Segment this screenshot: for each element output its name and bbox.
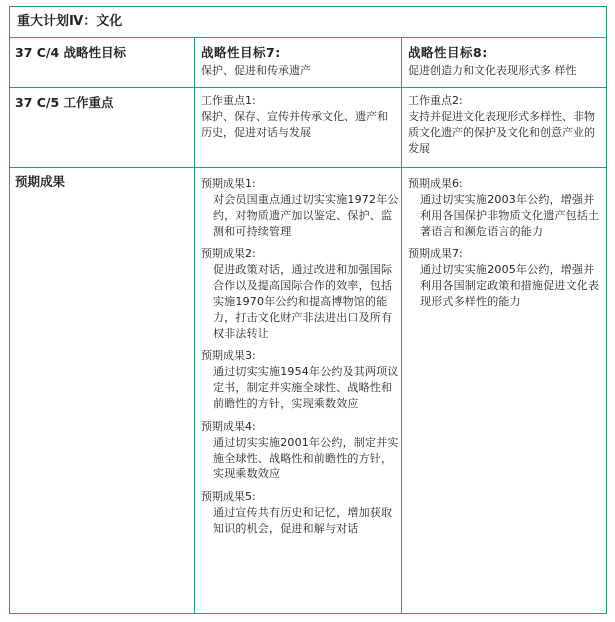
- priorities-label-cell: [10, 88, 194, 167]
- outcome-6-text: 通过切实实施2003年公约，增强并利用各国保护非物质文化遗产包括土著语言和濒危语言的能力: [420, 193, 600, 238]
- priorities-row: [10, 88, 606, 167]
- outcome-1: [195, 176, 401, 239]
- objective-8-text: 促进创造力和文化表现形式多 样性: [408, 64, 577, 77]
- outcome-3: [195, 348, 401, 411]
- outcome-4-text: 通过切实实施2001年公约，制定并实施全球性、战略性和前瞻性的方针，实现乘数效应: [213, 435, 399, 481]
- outcome-5: [195, 489, 401, 537]
- priority-2-text: 支持并促进文化表现形式多样性、非物质文化遗产的保护及文化和创意产业的发展: [408, 110, 595, 156]
- objective-8-cell: [402, 38, 607, 87]
- outcome-4-heading: 预期成果4:: [201, 419, 256, 433]
- outcome-3-text: 通过切实实施1954年公约及其两项议定书，制定并实施全球性、战略性和前瞻性的方针，实现乘数效应: [213, 365, 399, 410]
- outcomes-label-cell: [10, 168, 194, 613]
- outcome-7: [402, 246, 607, 309]
- culture-programme-table: [9, 6, 607, 614]
- table-title: 重大计划Ⅳ：文化: [17, 14, 123, 29]
- column-divider: [401, 38, 402, 613]
- outcome-5-text: 通过宣传共有历史和记忆，增加获取知识的机会，促进和解与对话: [213, 506, 393, 535]
- outcomes-row: [10, 168, 606, 613]
- outcomes-label: 预期成果: [15, 174, 66, 189]
- objective-8-heading: 战略性目标8:: [408, 45, 488, 60]
- outcome-5-heading: 预期成果5:: [201, 490, 256, 504]
- priority-1-cell: [195, 88, 401, 167]
- outcome-1-text: 对会员国重点通过切实实施1972年公约，对物质遗产加以鉴定、保护、监测和可持续管理: [213, 193, 399, 238]
- header-row: [10, 7, 606, 37]
- outcomes-col-right: [402, 168, 607, 613]
- objectives-label: 37 C/4 战略性目标: [15, 45, 127, 60]
- priority-1-heading: 工作重点1:: [201, 94, 256, 107]
- outcome-1-heading: 预期成果1:: [201, 177, 256, 190]
- outcome-2: [195, 246, 401, 341]
- objectives-row: [10, 38, 606, 87]
- objective-7-cell: [195, 38, 401, 87]
- outcome-2-heading: 预期成果2:: [201, 247, 256, 261]
- priority-1-text: 保护、保存、宣传并传承文化、遗产和历史，促进对话与发展: [201, 110, 388, 140]
- outcome-7-heading: 预期成果7:: [408, 247, 463, 261]
- outcome-2-text: 促进政策对话，通过改进和加强国际合作以及提高国际合作的效率，包括实施1970年公约和提高博物馆的能力，打击文化财产非法进出口及所有权非法转让: [213, 263, 393, 340]
- outcome-3-heading: 预期成果3:: [201, 349, 256, 363]
- outcome-6-heading: 预期成果6:: [408, 177, 463, 190]
- objectives-label-cell: [10, 38, 194, 87]
- column-divider: [194, 38, 195, 613]
- priority-2-heading: 工作重点2:: [408, 94, 463, 107]
- outcomes-col-left: [195, 168, 401, 613]
- priorities-label: 37 C/5 工作重点: [15, 95, 114, 110]
- objective-7-text: 保护、促进和传承遗产: [201, 64, 311, 77]
- outcome-6: [402, 176, 607, 239]
- priority-2-cell: [402, 88, 607, 167]
- objective-7-heading: 战略性目标7:: [201, 45, 281, 60]
- outcome-7-text: 通过切实实施2005年公约，增强并利用各国制定政策和措施促进文化表现形式多样性的能力: [420, 263, 600, 308]
- outcome-4: [195, 419, 401, 482]
